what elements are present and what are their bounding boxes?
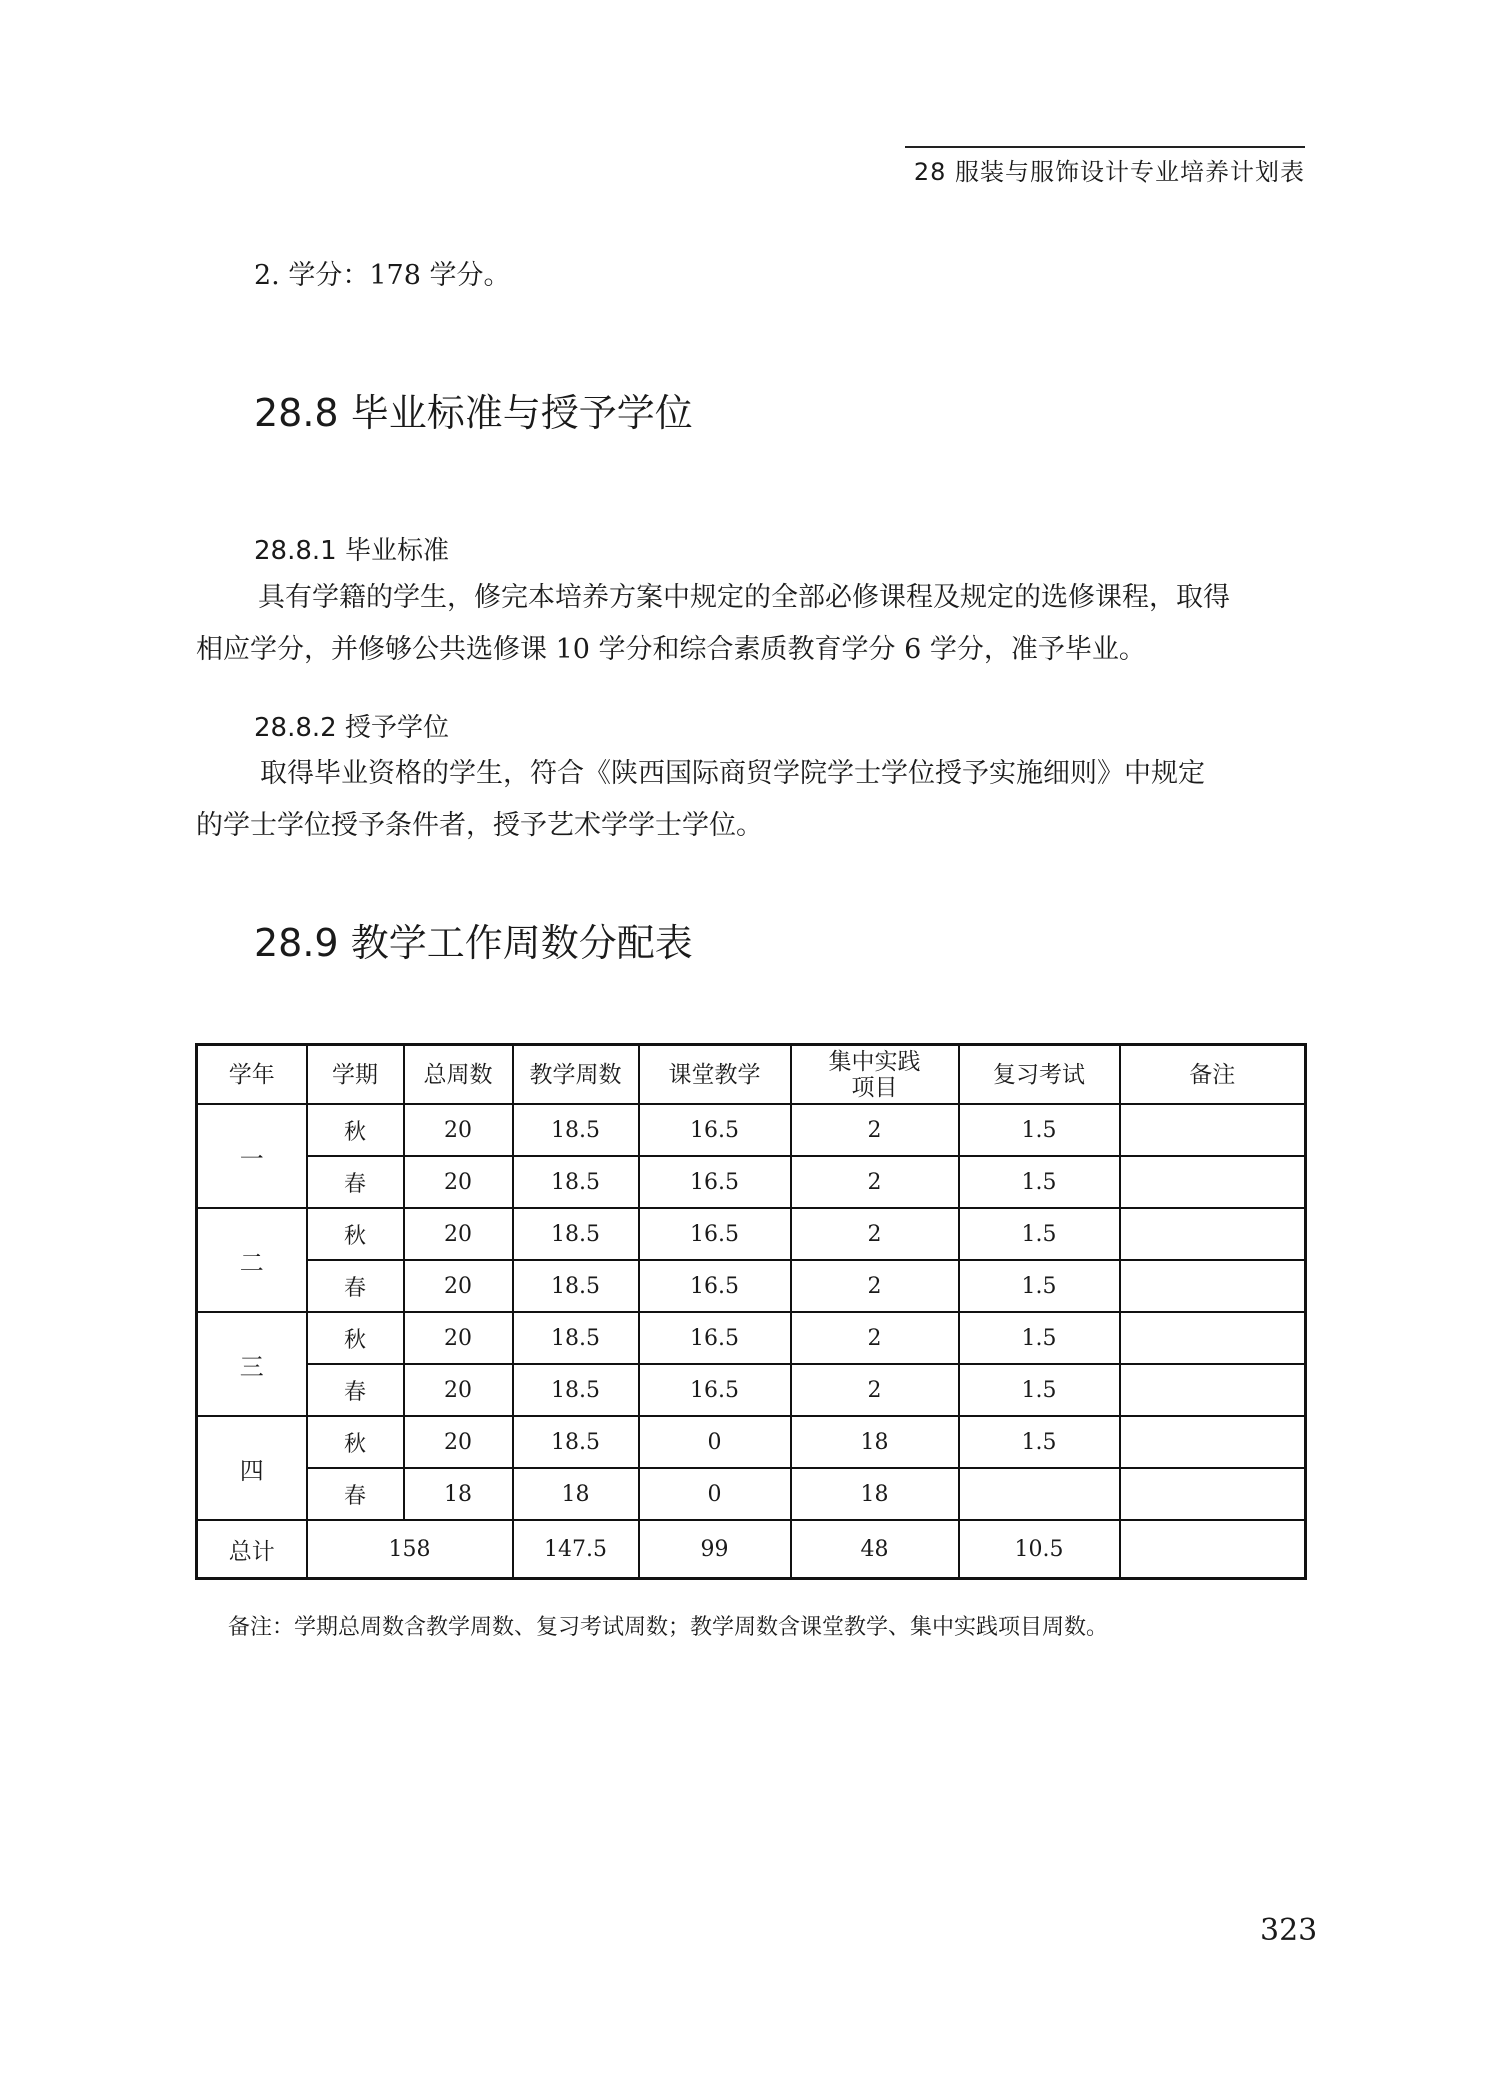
teaching-weeks-cell: 18.5 bbox=[513, 1104, 639, 1156]
practice-cell: 18 bbox=[791, 1416, 959, 1468]
total-weeks-cell: 158 bbox=[307, 1520, 513, 1579]
remarks-cell bbox=[1120, 1520, 1306, 1579]
term-cell: 春 bbox=[307, 1156, 404, 1208]
total-weeks-cell: 20 bbox=[404, 1364, 513, 1416]
running-header: 28 服装与服饰设计专业培养计划表 bbox=[913, 158, 1305, 186]
total-weeks-cell: 18 bbox=[404, 1468, 513, 1520]
header-total-weeks: 总周数 bbox=[404, 1045, 513, 1105]
table-row bbox=[197, 1364, 1306, 1416]
classroom-cell: 16.5 bbox=[639, 1312, 791, 1364]
credits-line: 2. 学分：178 学分。 bbox=[254, 260, 511, 291]
term-cell: 秋 bbox=[307, 1312, 404, 1364]
year-cell: 四 bbox=[197, 1416, 307, 1520]
practice-cell: 48 bbox=[791, 1520, 959, 1579]
remarks-cell bbox=[1120, 1260, 1306, 1312]
remarks-cell bbox=[1120, 1156, 1306, 1208]
review-cell: 1.5 bbox=[959, 1260, 1120, 1312]
review-cell: 1.5 bbox=[959, 1208, 1120, 1260]
paragraph-line: 的学士学位授予条件者，授予艺术学学士学位。 bbox=[196, 810, 763, 841]
term-cell: 春 bbox=[307, 1468, 404, 1520]
review-cell bbox=[959, 1468, 1120, 1520]
teaching-weeks-cell: 18.5 bbox=[513, 1260, 639, 1312]
header-practice-project: 集中实践 项目 bbox=[791, 1045, 959, 1105]
total-weeks-cell: 20 bbox=[404, 1260, 513, 1312]
practice-cell: 2 bbox=[791, 1364, 959, 1416]
teaching-weeks-cell: 147.5 bbox=[513, 1520, 639, 1579]
table-row bbox=[197, 1208, 1306, 1260]
classroom-cell: 16.5 bbox=[639, 1364, 791, 1416]
header-rule bbox=[905, 146, 1305, 148]
practice-cell: 18 bbox=[791, 1468, 959, 1520]
practice-cell: 2 bbox=[791, 1312, 959, 1364]
review-cell: 10.5 bbox=[959, 1520, 1120, 1579]
total-weeks-cell: 20 bbox=[404, 1312, 513, 1364]
table-note: 备注：学期总周数含教学周数、复习考试周数；教学周数含课堂教学、集中实践项目周数。 bbox=[228, 1615, 1109, 1640]
term-cell: 春 bbox=[307, 1260, 404, 1312]
section-28-9-heading: 28.9 教学工作周数分配表 bbox=[254, 921, 693, 965]
total-label-cell: 总计 bbox=[197, 1520, 307, 1579]
header-classroom-teaching: 课堂教学 bbox=[639, 1045, 791, 1105]
degree-paragraph bbox=[196, 748, 1306, 852]
review-cell: 1.5 bbox=[959, 1416, 1120, 1468]
header-remarks: 备注 bbox=[1120, 1045, 1306, 1105]
table-row bbox=[197, 1104, 1306, 1156]
total-weeks-cell: 20 bbox=[404, 1156, 513, 1208]
teaching-weeks-cell: 18.5 bbox=[513, 1208, 639, 1260]
table-row bbox=[197, 1416, 1306, 1468]
table-total-row bbox=[197, 1520, 1306, 1579]
classroom-cell: 16.5 bbox=[639, 1156, 791, 1208]
total-weeks-cell: 20 bbox=[404, 1104, 513, 1156]
table-row bbox=[197, 1468, 1306, 1520]
remarks-cell bbox=[1120, 1468, 1306, 1520]
teaching-weeks-table bbox=[195, 1043, 1307, 1580]
term-cell: 春 bbox=[307, 1364, 404, 1416]
section-28-8-heading: 28.8 毕业标准与授予学位 bbox=[254, 391, 693, 435]
header-year: 学年 bbox=[197, 1045, 307, 1105]
table-row bbox=[197, 1312, 1306, 1364]
review-cell: 1.5 bbox=[959, 1156, 1120, 1208]
year-cell: 三 bbox=[197, 1312, 307, 1416]
total-weeks-cell: 20 bbox=[404, 1416, 513, 1468]
review-cell: 1.5 bbox=[959, 1104, 1120, 1156]
total-weeks-cell: 20 bbox=[404, 1208, 513, 1260]
term-cell: 秋 bbox=[307, 1208, 404, 1260]
remarks-cell bbox=[1120, 1416, 1306, 1468]
practice-cell: 2 bbox=[791, 1208, 959, 1260]
classroom-cell: 16.5 bbox=[639, 1208, 791, 1260]
practice-cell: 2 bbox=[791, 1260, 959, 1312]
remarks-cell bbox=[1120, 1312, 1306, 1364]
remarks-cell bbox=[1120, 1104, 1306, 1156]
classroom-cell: 0 bbox=[639, 1416, 791, 1468]
teaching-weeks-cell: 18.5 bbox=[513, 1364, 639, 1416]
table-header-row bbox=[197, 1045, 1306, 1105]
teaching-weeks-cell: 18.5 bbox=[513, 1156, 639, 1208]
header-review-exam: 复习考试 bbox=[959, 1045, 1120, 1105]
classroom-cell: 99 bbox=[639, 1520, 791, 1579]
header-teaching-weeks: 教学周数 bbox=[513, 1045, 639, 1105]
paragraph-line: 相应学分，并修够公共选修课 10 学分和综合素质教育学分 6 学分，准予毕业。 bbox=[196, 634, 1146, 665]
remarks-cell bbox=[1120, 1364, 1306, 1416]
teaching-weeks-cell: 18 bbox=[513, 1468, 639, 1520]
page-number: 323 bbox=[1260, 1913, 1318, 1948]
year-cell: 一 bbox=[197, 1104, 307, 1208]
practice-cell: 2 bbox=[791, 1104, 959, 1156]
review-cell: 1.5 bbox=[959, 1312, 1120, 1364]
teaching-weeks-cell: 18.5 bbox=[513, 1416, 639, 1468]
remarks-cell bbox=[1120, 1208, 1306, 1260]
subsection-28-8-1-heading: 28.8.1 毕业标准 bbox=[254, 536, 449, 566]
teaching-weeks-cell: 18.5 bbox=[513, 1312, 639, 1364]
year-cell: 二 bbox=[197, 1208, 307, 1312]
table-row bbox=[197, 1156, 1306, 1208]
classroom-cell: 16.5 bbox=[639, 1260, 791, 1312]
practice-cell: 2 bbox=[791, 1156, 959, 1208]
paragraph-line: 具有学籍的学生，修完本培养方案中规定的全部必修课程及规定的选修课程，取得 bbox=[258, 582, 1230, 613]
classroom-cell: 0 bbox=[639, 1468, 791, 1520]
term-cell: 秋 bbox=[307, 1104, 404, 1156]
review-cell: 1.5 bbox=[959, 1364, 1120, 1416]
graduation-standard-paragraph bbox=[196, 572, 1306, 676]
subsection-28-8-2-heading: 28.8.2 授予学位 bbox=[254, 713, 449, 743]
paragraph-line: 取得毕业资格的学生，符合《陕西国际商贸学院学士学位授予实施细则》中规定 bbox=[260, 758, 1205, 789]
term-cell: 秋 bbox=[307, 1416, 404, 1468]
header-term: 学期 bbox=[307, 1045, 404, 1105]
classroom-cell: 16.5 bbox=[639, 1104, 791, 1156]
table-row bbox=[197, 1260, 1306, 1312]
